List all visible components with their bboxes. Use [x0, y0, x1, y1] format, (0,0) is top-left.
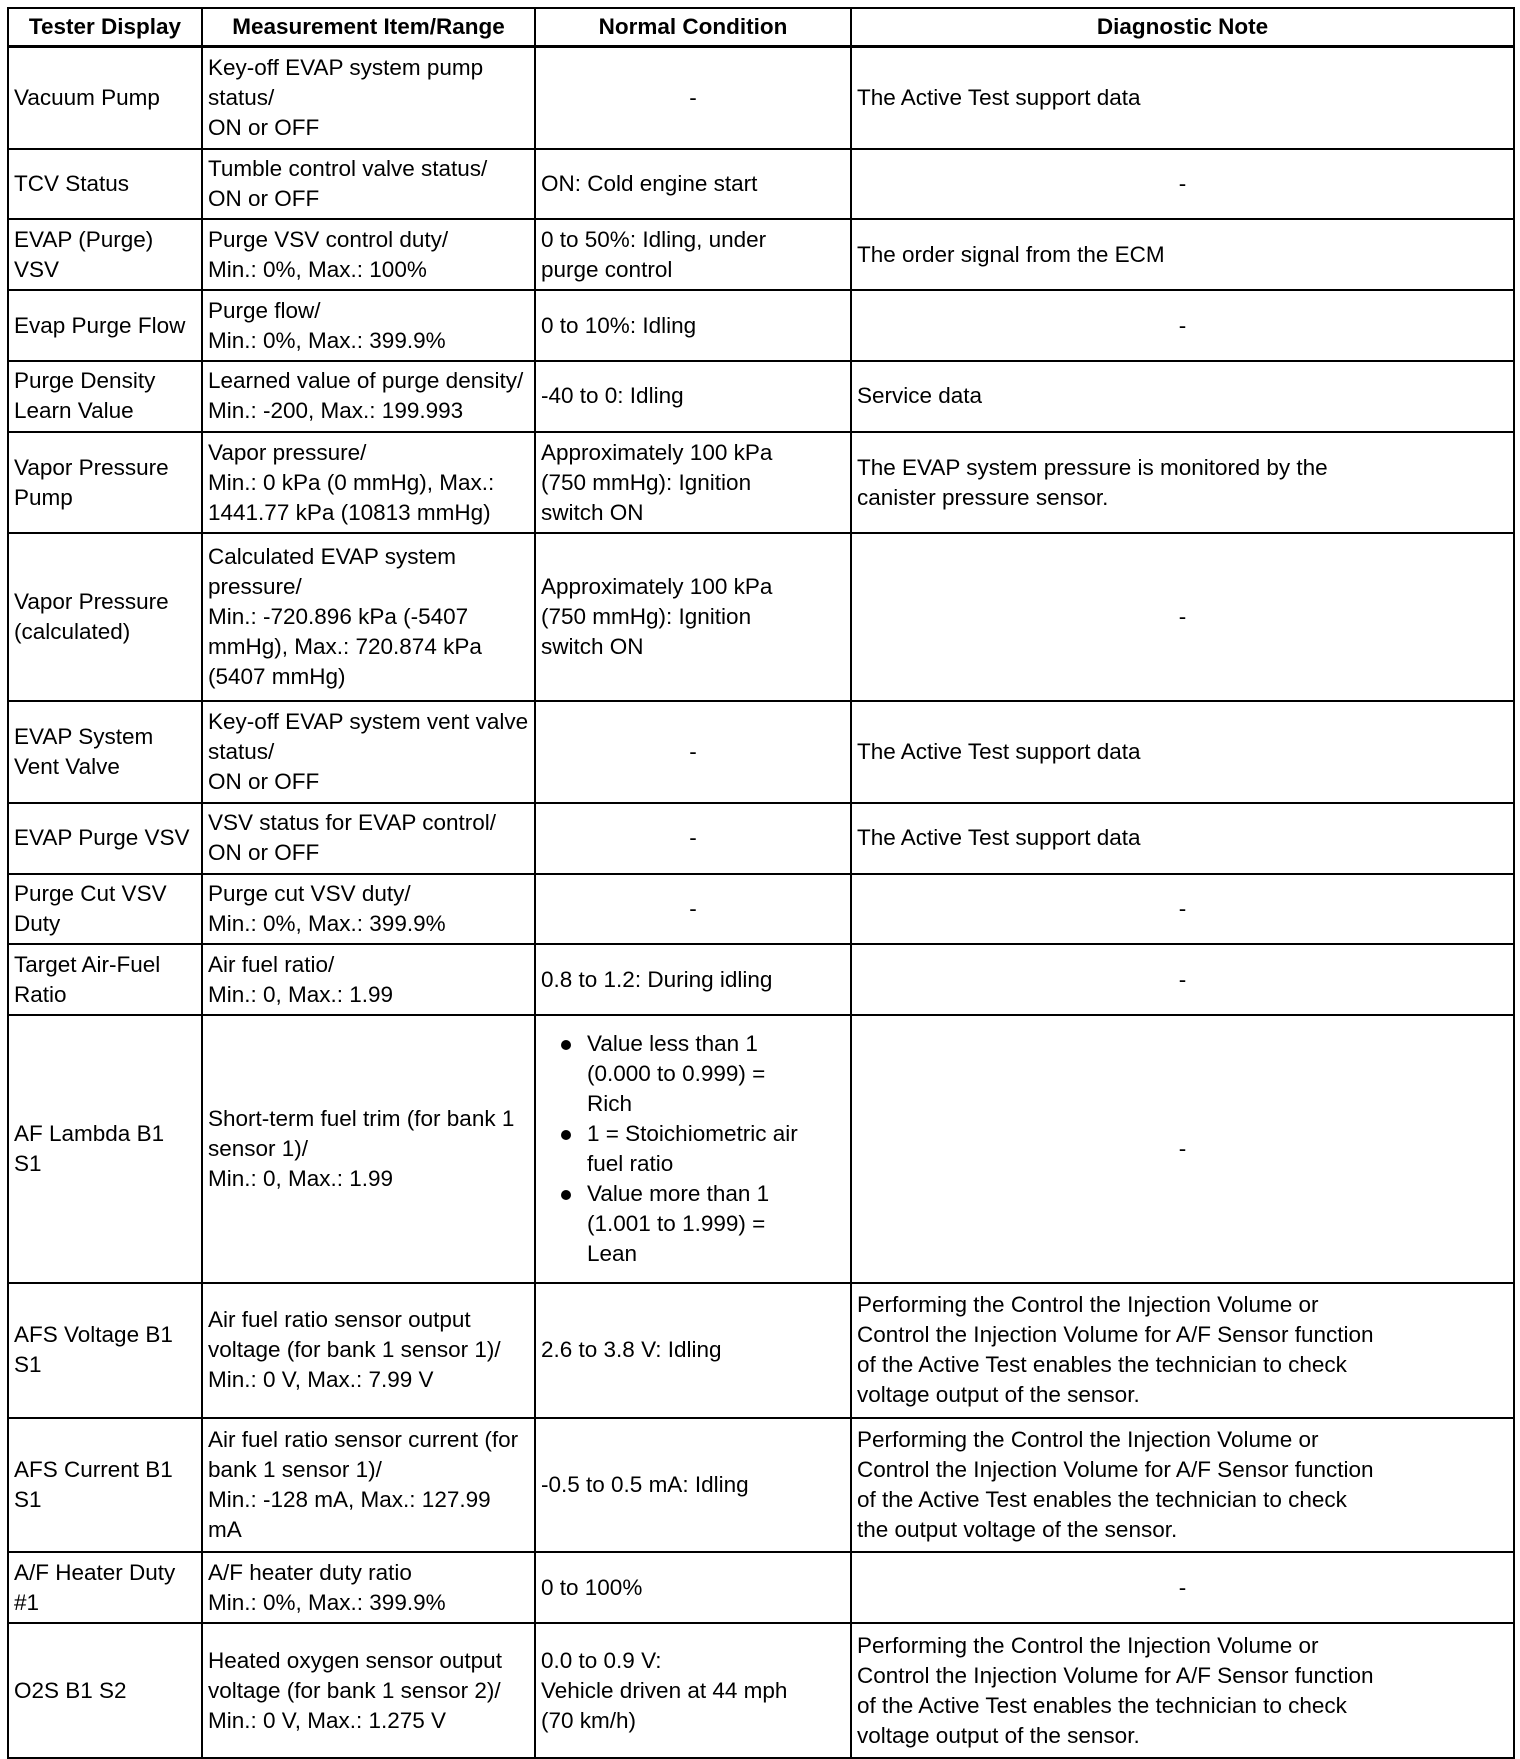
normal-condition-cell: [535, 1283, 851, 1418]
normal-condition-cell: [535, 874, 851, 945]
tester-display-cell-line: A/F Heater Duty: [14, 1559, 176, 1585]
tester-display-cell-line: AF Lambda B1 S1: [14, 1120, 171, 1176]
measurement-item-cell: [202, 432, 535, 534]
tester-display-cell-line: O2S B1 S2: [14, 1677, 127, 1703]
measurement-item-cell: [202, 1418, 535, 1553]
diagnostic-note-cell: [851, 149, 1514, 220]
measurement-item-cell-line: Tumble control valve status/: [208, 156, 488, 182]
diagnostic-note-cell-line: -: [1178, 1135, 1187, 1161]
normal-condition-cell: [535, 149, 851, 220]
tester-display-cell-line: Vapor Pressure: [14, 454, 169, 480]
table-row: [8, 1418, 1514, 1553]
table-row: [8, 1623, 1514, 1758]
table-row: [8, 803, 1514, 874]
tester-display-cell: [8, 874, 202, 945]
diagnostic-note-cell: [851, 361, 1514, 432]
measurement-item-cell: [202, 219, 535, 290]
normal-condition-cell-line: 0.8 to 1.2: During idling: [541, 966, 773, 992]
measurement-item-cell: [202, 361, 535, 432]
measurement-item-cell-line: Calculated EVAP system: [208, 544, 457, 570]
measurement-item-cell-line: Min.: 0 V, Max.: 7.99 V: [208, 1367, 434, 1393]
tester-display-cell: [8, 361, 202, 432]
measurement-item-cell-line: VSV status for EVAP control/: [208, 810, 497, 836]
diagnostic-note-cell-line: -: [1178, 1574, 1187, 1600]
tester-display-cell-line: Pump: [14, 484, 73, 510]
normal-condition-cell: [535, 701, 851, 803]
diagnostic-note-cell-line: -: [1178, 896, 1187, 922]
measurement-item-cell-line: A/F heater duty ratio: [208, 1559, 412, 1585]
measurement-item-cell: [202, 290, 535, 361]
diagnostic-note-cell-line: voltage output of the sensor.: [857, 1722, 1140, 1748]
bullet-line: (0.000 to 0.999) =: [587, 1060, 766, 1086]
diagnostic-note-cell-line: Performing the Control the Injection Volume or: [857, 1292, 1319, 1318]
measurement-item-cell: [202, 701, 535, 803]
measurement-item-cell: [202, 1015, 535, 1282]
normal-condition-cell-line: (750 mmHg): Ignition: [541, 469, 752, 495]
diagnostic-note-cell: [851, 219, 1514, 290]
table-row: [8, 432, 1514, 534]
measurement-item-cell-line: (5407 mmHg): [208, 664, 346, 690]
measurement-item-cell-line: Min.: 0 kPa (0 mmHg), Max.:: [208, 469, 495, 495]
measurement-item-cell-line: Min.: -128 mA, Max.: 127.99 mA: [208, 1486, 497, 1542]
tester-display-cell: [8, 47, 202, 149]
bullet-item: [565, 1119, 845, 1179]
measurement-item-cell-line: Learned value of purge density/: [208, 368, 524, 394]
tester-display-cell: [8, 803, 202, 874]
tester-display-cell: [8, 432, 202, 534]
measurement-item-cell-line: Purge VSV control duty/: [208, 226, 449, 252]
diagnostic-note-cell-line: the output voltage of the sensor.: [857, 1516, 1178, 1542]
diagnostic-note-cell-line: of the Active Test enables the technician to check: [857, 1692, 1347, 1718]
diagnostic-note-cell: [851, 1418, 1514, 1553]
table-row: [8, 219, 1514, 290]
tester-display-cell-line: VSV: [14, 256, 60, 282]
normal-condition-cell-line: 0 to 10%: Idling: [541, 312, 697, 338]
measurement-item-cell-line: Min.: 0%, Max.: 399.9%: [208, 911, 446, 937]
normal-condition-list: [541, 1029, 845, 1269]
bullet-line: Value less than 1: [587, 1030, 758, 1056]
measurement-item-cell: [202, 803, 535, 874]
diagnostic-note-cell-line: Control the Injection Volume for A/F Sensor function: [857, 1662, 1374, 1688]
diagnostic-note-cell: [851, 1552, 1514, 1623]
normal-condition-cell-line: switch ON: [541, 634, 644, 660]
bullet-line: 1 = Stoichiometric air: [587, 1120, 798, 1146]
measurement-item-cell-line: Key-off EVAP system vent valve: [208, 709, 529, 735]
normal-condition-cell-line: switch ON: [541, 499, 644, 525]
measurement-item-cell: [202, 1552, 535, 1623]
normal-condition-cell: [535, 533, 851, 701]
tester-display-cell-line: EVAP Purge VSV: [14, 825, 190, 851]
table-row: [8, 290, 1514, 361]
measurement-item-cell-line: Heated oxygen sensor output: [208, 1647, 502, 1673]
normal-condition-cell-line: -40 to 0: Idling: [541, 383, 684, 409]
tester-display-cell: [8, 149, 202, 220]
diagnostic-note-cell: [851, 432, 1514, 534]
table-row: [8, 1283, 1514, 1418]
normal-condition-cell: [535, 361, 851, 432]
normal-condition-cell-line: 0 to 50%: Idling, under: [541, 226, 767, 252]
normal-condition-cell-line: 0.0 to 0.9 V:: [541, 1647, 662, 1673]
diagnostic-note-cell-line: Control the Injection Volume for A/F Sensor function: [857, 1322, 1374, 1348]
table-row: [8, 149, 1514, 220]
measurement-item-cell-line: Air fuel ratio sensor output: [208, 1307, 471, 1333]
table-row: [8, 944, 1514, 1015]
diagnostic-note-cell-line: Performing the Control the Injection Volume or: [857, 1426, 1319, 1452]
diagnostic-note-cell-line: Control the Injection Volume for A/F Sensor function: [857, 1456, 1374, 1482]
measurement-item-cell: [202, 533, 535, 701]
measurement-item-cell-line: bank 1 sensor 1)/: [208, 1456, 382, 1482]
tester-display-cell: [8, 701, 202, 803]
diagnostic-note-cell: [851, 1015, 1514, 1282]
table-row: [8, 1552, 1514, 1623]
header-measurement-item: Measurement Item/Range: [202, 8, 535, 47]
measurement-item-cell-line: Min.: 0, Max.: 1.99: [208, 981, 394, 1007]
tester-display-cell-line: Target Air-Fuel: [14, 951, 161, 977]
measurement-item-cell: [202, 1623, 535, 1758]
header-row: [8, 8, 1514, 47]
measurement-item-cell: [202, 944, 535, 1015]
normal-condition-cell-line: 0 to 100%: [541, 1574, 643, 1600]
normal-condition-cell: [535, 290, 851, 361]
bullet-item: [565, 1029, 845, 1119]
diagnostic-note-cell-line: The Active Test support data: [857, 84, 1141, 110]
table-row: [8, 874, 1514, 945]
tester-display-cell-line: S1: [14, 1486, 42, 1512]
tester-display-cell-line: Vapor Pressure: [14, 589, 169, 615]
diagnostic-note-cell: [851, 874, 1514, 945]
diagnostic-note-cell-line: -: [1178, 171, 1187, 197]
table-header: [8, 8, 1514, 47]
measurement-item-cell-line: ON or OFF: [208, 769, 320, 795]
measurement-item-cell: [202, 47, 535, 149]
tester-display-cell: [8, 533, 202, 701]
measurement-item-cell-line: pressure/: [208, 574, 302, 600]
normal-condition-cell-line: -: [689, 825, 697, 851]
bullet-line: Value more than 1: [587, 1180, 770, 1206]
diagnostic-note-cell: [851, 701, 1514, 803]
diagnostic-note-cell-line: -: [1178, 604, 1187, 630]
measurement-item-cell-line: ON or OFF: [208, 840, 320, 866]
table-row: [8, 701, 1514, 803]
tester-display-cell-line: Duty: [14, 911, 61, 937]
normal-condition-cell-line: -: [689, 84, 697, 110]
bullet-line: (1.001 to 1.999) =: [587, 1210, 766, 1236]
diagnostic-note-cell-line: Service data: [857, 383, 983, 409]
tester-display-cell-line: EVAP System: [14, 724, 154, 750]
measurement-item-cell-line: 1441.77 kPa (10813 mmHg): [208, 499, 491, 525]
normal-condition-cell: [535, 1418, 851, 1553]
normal-condition-cell-line: (70 km/h): [541, 1707, 637, 1733]
tester-display-cell-line: Vacuum Pump: [14, 84, 160, 110]
normal-condition-cell-line: ON: Cold engine start: [541, 171, 758, 197]
tester-display-cell: [8, 1623, 202, 1758]
tester-display-cell-line: S1: [14, 1352, 42, 1378]
tester-display-cell: [8, 219, 202, 290]
measurement-item-cell-line: voltage (for bank 1 sensor 2)/: [208, 1677, 501, 1703]
diagnostic-note-cell: [851, 290, 1514, 361]
measurement-item-cell-line: Min.: 0 V, Max.: 1.275 V: [208, 1707, 447, 1733]
measurement-item-cell-line: status/: [208, 84, 275, 110]
measurement-item-cell-line: Min.: -200, Max.: 199.993: [208, 398, 464, 424]
normal-condition-cell: [535, 1552, 851, 1623]
table-row: [8, 533, 1514, 701]
diagnostic-note-cell: [851, 533, 1514, 701]
normal-condition-cell: [535, 47, 851, 149]
normal-condition-cell: [535, 1015, 851, 1282]
measurement-item-cell: [202, 874, 535, 945]
measurement-item-cell-line: Air fuel ratio/: [208, 951, 335, 977]
measurement-item-cell-line: Purge cut VSV duty/: [208, 881, 411, 907]
table-row: [8, 361, 1514, 432]
normal-condition-cell-line: Approximately 100 kPa: [541, 439, 773, 465]
measurement-item-cell-line: Vapor pressure/: [208, 439, 367, 465]
measurement-item-cell-line: Min.: 0%, Max.: 399.9%: [208, 1589, 446, 1615]
tester-display-cell-line: TCV Status: [14, 171, 130, 197]
diagnostic-note-cell: [851, 1623, 1514, 1758]
diagnostic-note-cell-line: Performing the Control the Injection Volume or: [857, 1632, 1319, 1658]
tester-display-cell: [8, 1418, 202, 1553]
diagnostic-note-cell: [851, 1283, 1514, 1418]
header-normal-condition: Normal Condition: [535, 8, 851, 47]
tester-display-cell-line: AFS Voltage B1: [14, 1322, 173, 1348]
diagnostic-note-cell-line: The Active Test support data: [857, 739, 1141, 765]
normal-condition-cell: [535, 432, 851, 534]
normal-condition-cell: [535, 219, 851, 290]
diagnostic-note-cell: [851, 944, 1514, 1015]
measurement-item-cell-line: mmHg), Max.: 720.874 kPa: [208, 634, 482, 660]
table-row: [8, 47, 1514, 149]
measurement-item-cell-line: ON or OFF: [208, 114, 320, 140]
diagnostic-note-cell-line: voltage output of the sensor.: [857, 1382, 1140, 1408]
normal-condition-cell-line: purge control: [541, 256, 673, 282]
measurement-item-cell-line: Min.: 0, Max.: 1.99: [208, 1165, 394, 1191]
measurement-item-cell-line: Short-term fuel trim (for bank 1: [208, 1105, 515, 1131]
normal-condition-cell-line: 2.6 to 3.8 V: Idling: [541, 1337, 722, 1363]
measurement-item-cell-line: Min.: 0%, Max.: 100%: [208, 256, 427, 282]
diagnostic-note-cell-line: The EVAP system pressure is monitored by the: [857, 454, 1328, 480]
diagnostic-note-cell-line: of the Active Test enables the technician to check: [857, 1352, 1347, 1378]
tester-display-cell-line: EVAP (Purge): [14, 226, 154, 252]
tester-display-cell-line: Purge Density: [14, 368, 156, 394]
diagnostic-note-cell: [851, 47, 1514, 149]
measurement-item-cell: [202, 149, 535, 220]
tester-display-cell: [8, 944, 202, 1015]
normal-condition-cell-line: -: [689, 739, 697, 765]
normal-condition-cell-line: (750 mmHg): Ignition: [541, 604, 752, 630]
data-list-table: [7, 7, 1515, 1759]
tester-display-cell-line: AFS Current B1: [14, 1456, 173, 1482]
measurement-item-cell-line: Key-off EVAP system pump: [208, 54, 484, 80]
measurement-item-cell-line: ON or OFF: [208, 186, 320, 212]
normal-condition-cell-line: Approximately 100 kPa: [541, 574, 773, 600]
normal-condition-cell: [535, 1623, 851, 1758]
diagnostic-note-cell-line: -: [1178, 966, 1187, 992]
tester-display-cell-line: Vent Valve: [14, 754, 120, 780]
tester-display-cell-line: Evap Purge Flow: [14, 312, 186, 338]
tester-display-cell-line: Purge Cut VSV: [14, 881, 167, 907]
bullet-line: Rich: [587, 1090, 633, 1116]
tester-display-cell-line: Ratio: [14, 981, 67, 1007]
normal-condition-cell: [535, 944, 851, 1015]
measurement-item-cell-line: Purge flow/: [208, 297, 321, 323]
bullet-line: Lean: [587, 1240, 638, 1266]
diagnostic-note-cell-line: canister pressure sensor.: [857, 484, 1109, 510]
tester-display-cell-line: #1: [14, 1589, 40, 1615]
table-row: [8, 1015, 1514, 1282]
bullet-item: [565, 1179, 845, 1269]
header-diagnostic-note: Diagnostic Note: [851, 8, 1514, 47]
normal-condition-cell-line: -: [689, 896, 697, 922]
tester-display-cell-line: Learn Value: [14, 398, 134, 424]
normal-condition-cell: [535, 803, 851, 874]
normal-condition-cell-line: -0.5 to 0.5 mA: Idling: [541, 1471, 749, 1497]
tester-display-cell: [8, 1015, 202, 1282]
diagnostic-note-cell-line: The Active Test support data: [857, 825, 1141, 851]
table-body: [8, 47, 1514, 1759]
diagnostic-note-cell-line: -: [1178, 312, 1187, 338]
measurement-item-cell-line: Min.: 0%, Max.: 399.9%: [208, 327, 446, 353]
measurement-item-cell-line: voltage (for bank 1 sensor 1)/: [208, 1337, 501, 1363]
diagnostic-note-cell-line: The order signal from the ECM: [857, 241, 1165, 267]
measurement-item-cell-line: sensor 1)/: [208, 1135, 309, 1161]
tester-display-cell: [8, 1283, 202, 1418]
tester-display-cell-line: (calculated): [14, 619, 131, 645]
measurement-item-cell-line: status/: [208, 739, 275, 765]
diagnostic-note-cell: [851, 803, 1514, 874]
diagnostic-note-cell-line: of the Active Test enables the technician to check: [857, 1486, 1347, 1512]
measurement-item-cell-line: Min.: -720.896 kPa (-5407: [208, 604, 469, 630]
normal-condition-cell-line: Vehicle driven at 44 mph: [541, 1677, 788, 1703]
tester-display-cell: [8, 290, 202, 361]
bullet-line: fuel ratio: [587, 1150, 674, 1176]
measurement-item-cell: [202, 1283, 535, 1418]
tester-display-cell: [8, 1552, 202, 1623]
measurement-item-cell-line: Air fuel ratio sensor current (for: [208, 1426, 519, 1452]
header-tester-display: Tester Display: [8, 8, 202, 47]
